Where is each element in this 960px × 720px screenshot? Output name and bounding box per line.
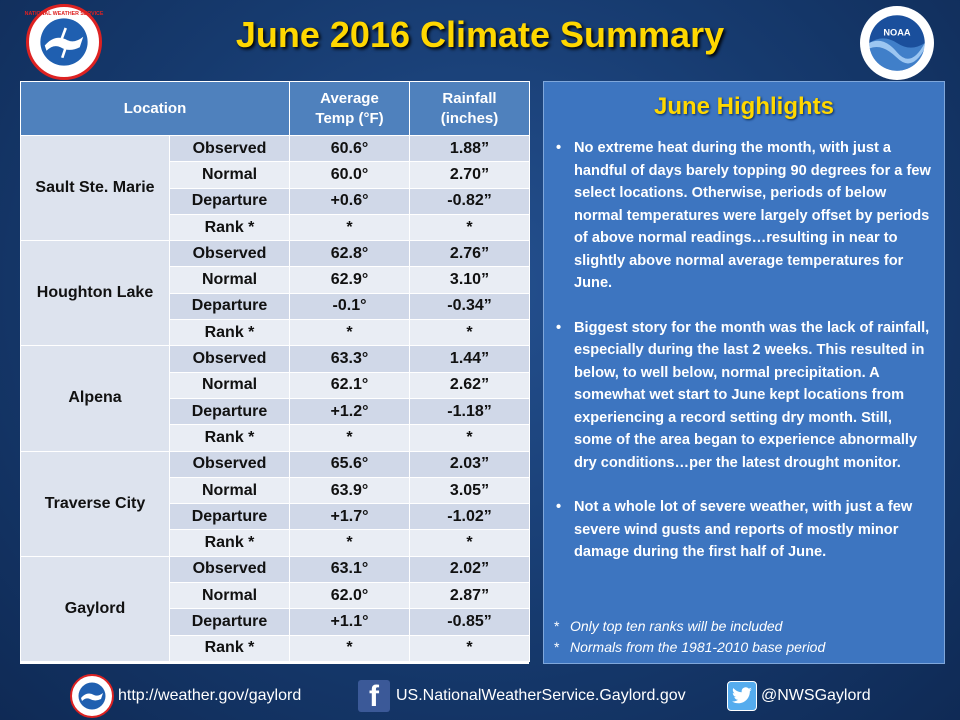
noaa-logo	[860, 6, 934, 80]
table-row	[21, 346, 530, 372]
temp-cell: +1.7°	[290, 504, 410, 530]
rain-cell: 3.05”	[410, 477, 530, 503]
highlight-item: • Biggest story for the month was the lack of rainfall, especially during the last 2 weeks. This resulted in below, to well below, normal precipitation. A somewhat wet start to June kept locations from experiencing a record setting dry month. Still, some of the area began to experience abnormally dry conditions…per the latest drought monitor.	[556, 317, 932, 475]
temp-cell: 65.6°	[290, 451, 410, 477]
rain-cell: *	[410, 635, 530, 661]
noaa-logo-text: NOAA	[883, 27, 911, 38]
rain-cell: 2.02”	[410, 556, 530, 582]
footer-twitter[interactable]	[727, 676, 871, 716]
row-label-cell: Observed	[170, 241, 290, 267]
location-cell: Alpena	[21, 346, 170, 451]
row-label-cell: Observed	[170, 556, 290, 582]
temp-cell: -0.1°	[290, 293, 410, 319]
temp-cell: 60.6°	[290, 136, 410, 162]
footnote: * Normals from the 1981-2010 base period	[554, 639, 826, 655]
header-rain	[410, 82, 530, 136]
highlights-heading: June Highlights	[654, 93, 834, 120]
rain-cell: *	[410, 214, 530, 240]
rain-cell: -0.82”	[410, 188, 530, 214]
temp-cell: 63.3°	[290, 346, 410, 372]
temp-cell: *	[290, 425, 410, 451]
row-label-cell: Normal	[170, 477, 290, 503]
row-label-cell: Rank *	[170, 530, 290, 556]
row-label-cell: Normal	[170, 267, 290, 293]
rain-cell: 3.10”	[410, 267, 530, 293]
temp-cell: *	[290, 320, 410, 346]
rain-cell: 1.88”	[410, 136, 530, 162]
rain-cell: 2.76”	[410, 241, 530, 267]
location-cell: Traverse City	[21, 451, 170, 556]
row-label-cell: Departure	[170, 293, 290, 319]
rain-cell: -0.85”	[410, 609, 530, 635]
page-title: June 2016 Climate Summary	[235, 14, 725, 55]
row-label-cell: Departure	[170, 504, 290, 530]
rain-cell: -0.34”	[410, 293, 530, 319]
row-label-cell: Normal	[170, 583, 290, 609]
facebook-link[interactable]: US.NationalWeatherService.Gaylord.gov	[396, 687, 686, 704]
rain-cell: 1.44”	[410, 346, 530, 372]
footnotes	[554, 616, 939, 658]
temp-cell: *	[290, 214, 410, 240]
rain-cell: *	[410, 320, 530, 346]
table-row	[21, 241, 530, 267]
header-rain-line2: (inches)	[440, 109, 499, 127]
row-label-cell: Observed	[170, 451, 290, 477]
rain-cell: -1.02”	[410, 504, 530, 530]
table-row	[21, 556, 530, 582]
footnote-text: Normals from the 1981-2010 base period	[570, 639, 826, 655]
highlights-list	[556, 137, 932, 564]
footnote: * Only top ten ranks will be included	[554, 618, 783, 634]
rain-cell: *	[410, 530, 530, 556]
table-row	[21, 451, 530, 477]
rain-cell: 2.87”	[410, 583, 530, 609]
nws-small-logo-icon	[70, 674, 114, 718]
row-label-cell: Rank *	[170, 425, 290, 451]
temp-cell: +1.2°	[290, 398, 410, 424]
row-label-cell: Normal	[170, 372, 290, 398]
footer-website[interactable]	[70, 676, 301, 716]
rain-cell: 2.03”	[410, 451, 530, 477]
rain-cell: 2.70”	[410, 162, 530, 188]
highlight-item: • Not a whole lot of severe weather, with just a few severe wind gusts and reports of mostly minor damage during the first half of June.	[556, 496, 932, 564]
twitter-icon	[727, 681, 757, 711]
temp-cell: 62.0°	[290, 583, 410, 609]
highlight-item: • No extreme heat during the month, with just a handful of days barely topping 90 degrees for a few select locations. Otherwise, periods of below normal temperatures were largely offset by periods of above normal readings…resulting in near to slightly above normal average temperatures for June.	[556, 137, 932, 295]
location-cell: Houghton Lake	[21, 241, 170, 346]
temp-cell: 63.1°	[290, 556, 410, 582]
location-cell: Gaylord	[21, 556, 170, 661]
header-temp	[290, 82, 410, 136]
row-label-cell: Departure	[170, 188, 290, 214]
row-label-cell: Departure	[170, 398, 290, 424]
website-link[interactable]: http://weather.gov/gaylord	[118, 687, 302, 704]
temp-cell: 60.0°	[290, 162, 410, 188]
highlights-panel	[543, 81, 945, 664]
temp-cell: 62.1°	[290, 372, 410, 398]
facebook-icon: f	[358, 680, 390, 712]
temp-cell: *	[290, 530, 410, 556]
temp-cell: 62.9°	[290, 267, 410, 293]
temp-cell: 62.8°	[290, 241, 410, 267]
row-label-cell: Rank *	[170, 635, 290, 661]
footnote-text: Only top ten ranks will be included	[570, 618, 783, 634]
twitter-link[interactable]: @NWSGaylord	[761, 687, 871, 704]
rain-cell: 2.62”	[410, 372, 530, 398]
temp-cell: +0.6°	[290, 188, 410, 214]
row-label-cell: Observed	[170, 136, 290, 162]
row-label-cell: Rank *	[170, 214, 290, 240]
temp-cell: +1.1°	[290, 609, 410, 635]
row-label-cell: Departure	[170, 609, 290, 635]
header-temp-line2: Temp (°F)	[315, 109, 384, 127]
nws-logo-text: NATIONAL WEATHER SERVICE	[24, 10, 104, 17]
header-temp-line1: Average	[320, 89, 379, 107]
footer-facebook[interactable]	[358, 676, 686, 716]
row-label-cell: Rank *	[170, 320, 290, 346]
rain-cell: -1.18”	[410, 398, 530, 424]
row-label-cell: Observed	[170, 346, 290, 372]
temp-cell: *	[290, 635, 410, 661]
temp-cell: 63.9°	[290, 477, 410, 503]
location-cell: Sault Ste. Marie	[21, 136, 170, 241]
row-label-cell: Normal	[170, 162, 290, 188]
rain-cell: *	[410, 425, 530, 451]
header-location: Location	[21, 82, 290, 136]
header-rain-line1: Rainfall	[442, 89, 497, 107]
table-row	[21, 136, 530, 162]
climate-table	[20, 81, 529, 664]
